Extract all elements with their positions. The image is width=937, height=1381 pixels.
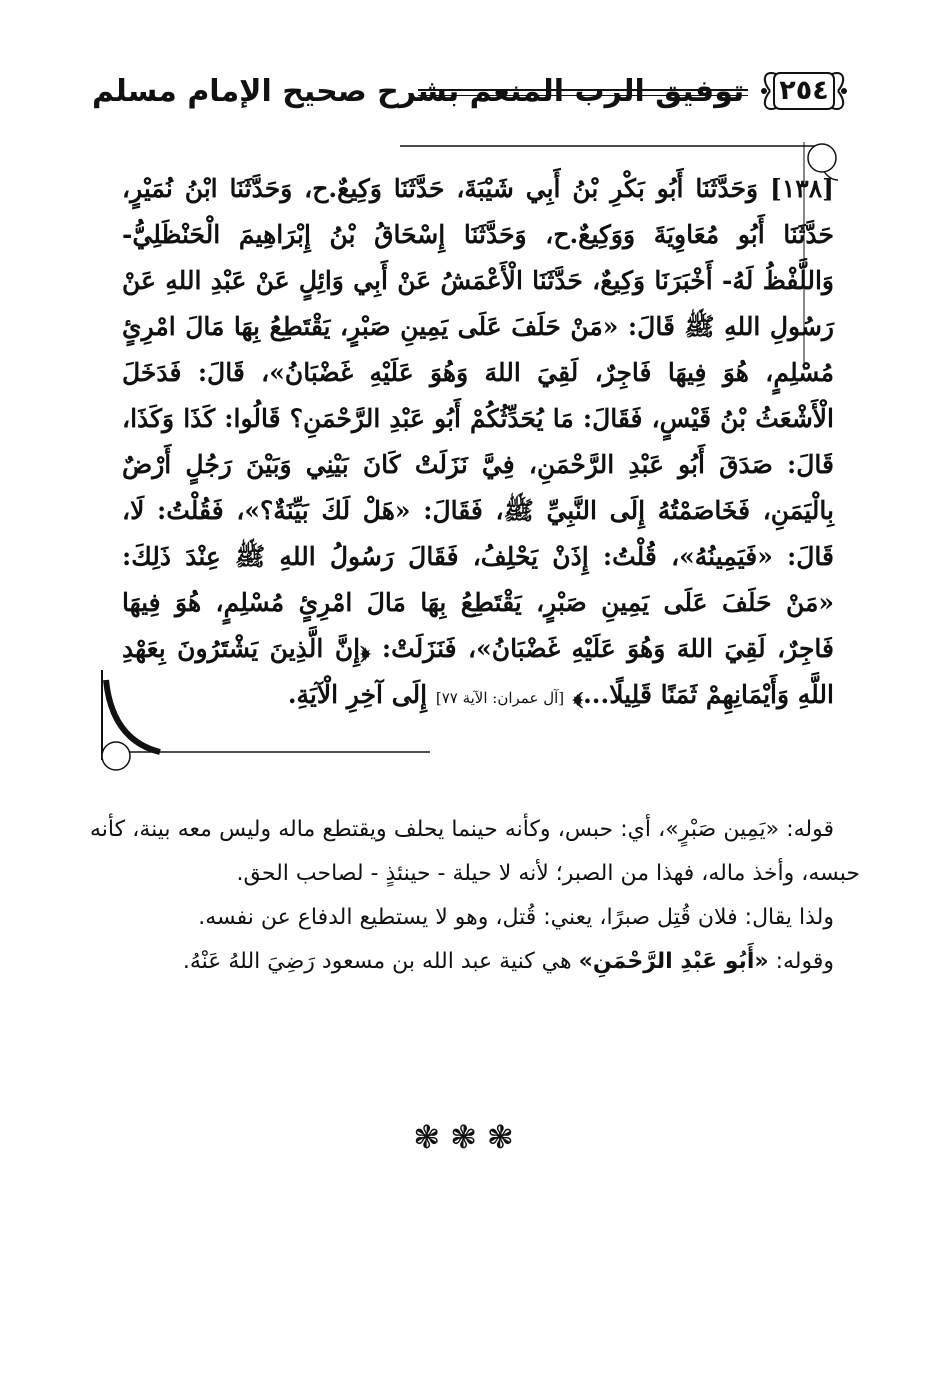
- commentary-paragraph-1: قوله: «يَمِين صَبْرٍ»، أي: حبس، وكأنه حينما يحلف ويقتطع ماله وليس معه بينة، كأنه حبسه، وأخذ ماله، فهذا من الصبر؛ لأنه لا حيلة - حينئذٍ - لصاحب الحق.: [90, 817, 860, 886]
- commentary: [90, 808, 860, 984]
- section-separator: ❃❃❃: [413, 1118, 524, 1156]
- header-rule-thin: [418, 95, 748, 96]
- hadith-text: [122, 166, 834, 721]
- hadith-number: [١٣٨]: [770, 174, 834, 203]
- ayah-citation: [آل عمران: الآية ٧٧]: [435, 689, 565, 707]
- hadith-end: إِلَى آخِرِ الْآيَةِ.: [287, 680, 428, 709]
- commentary-p3-rest: هي كنية عبد الله بن مسعود رَضِيَ اللهُ عَنْهُ.: [182, 949, 579, 974]
- page-header: [92, 62, 852, 122]
- commentary-p3-name: «أَبُو عَبْدِ الرَّحْمَنِ»: [578, 949, 769, 974]
- commentary-paragraph-3: [90, 940, 860, 984]
- commentary-p3-lead: وقوله:: [768, 949, 834, 974]
- hadith-body: وَحَدَّثَنَا أَبُو بَكْرِ بْنُ أَبِي شَيْبَةَ، حَدَّثَنَا وَكِيعٌ.ح، وَحَدَّثَنَا ابْنُ نُمَيْرٍ، حَدَّثَنَا أَبُو مُعَاوِيَةَ وَوَكِيعٌ.ح، وَحَدَّثَنَا إِسْحَاقُ بْنُ إِبْرَاهِيمَ الْحَنْظَلِيُّ- وَاللَّفْظُ لَهُ- أَخْبَرَنَا وَكِيعٌ، حَدَّثَنَا الْأَعْمَشُ عَنْ أَبِي وَائِلٍ عَنْ عَبْدِ اللهِ عَنْ رَسُولِ اللهِ ﷺ قَالَ: «مَنْ حَلَفَ عَلَى يَمِينِ صَبْرٍ، يَقْتَطِعُ بِهَا مَالَ امْرِئٍ مُسْلِمٍ، هُوَ فِيهَا فَاجِرٌ، لَقِيَ اللهَ وَهُوَ عَلَيْهِ غَضْبَانُ»، قَالَ: فَدَخَلَ الْأَشْعَثُ بْنُ قَيْسٍ، فَقَالَ: مَا يُحَدِّثُكُمْ أَبُو عَبْدِ الرَّحْمَنِ؟ قَالُوا: كَذَا وَكَذَا، قَالَ: صَدَقَ أَبُو عَبْدِ الرَّحْمَنِ، فِيَّ نَزَلَتْ كَانَ بَيْنِي وَبَيْنَ رَجُلٍ أَرْضٌ بِالْيَمَنِ، فَخَاصَمْتُهُ إِلَى النَّبِيِّ ﷺ، فَقَالَ: «هَلْ لَكَ بَيِّنَةٌ؟»، فَقُلْتُ: لَا، قَالَ: «فَيَمِينُهُ»، قُلْتُ: إِذَنْ يَحْلِفُ، فَقَالَ رَسُولُ اللهِ ﷺ عِنْدَ ذَلِكَ: «مَنْ حَلَفَ عَلَى يَمِينِ صَبْرٍ، يَقْتَطِعُ بِهَا مَالَ امْرِئٍ مُسْلِمٍ، هُوَ فِيهَا فَاجِرٌ، لَقِيَ اللهَ وَهُوَ عَلَيْهِ غَضْبَانُ»، فَنَزَلَتْ:: [122, 174, 834, 663]
- header-rule: [418, 89, 748, 91]
- quran-ayah: ﴿إِنَّ الَّذِينَ يَشْتَرُونَ بِعَهْدِ اللَّهِ وَأَيْمَانِهِمْ ثَمَنًا قَلِيلًا...﴾: [122, 634, 834, 709]
- commentary-paragraph-2: ولذا يقال: فلان قُتِل صبرًا، يعني: قُتل، وهو لا يستطيع الدفاع عن نفسه.: [198, 905, 834, 930]
- page-number-badge: [756, 68, 852, 114]
- book-title: توفيق الرب المنعم بشرح صحيح الإمام مسلم: [92, 74, 745, 109]
- page-number: ٢٥٤: [779, 75, 829, 106]
